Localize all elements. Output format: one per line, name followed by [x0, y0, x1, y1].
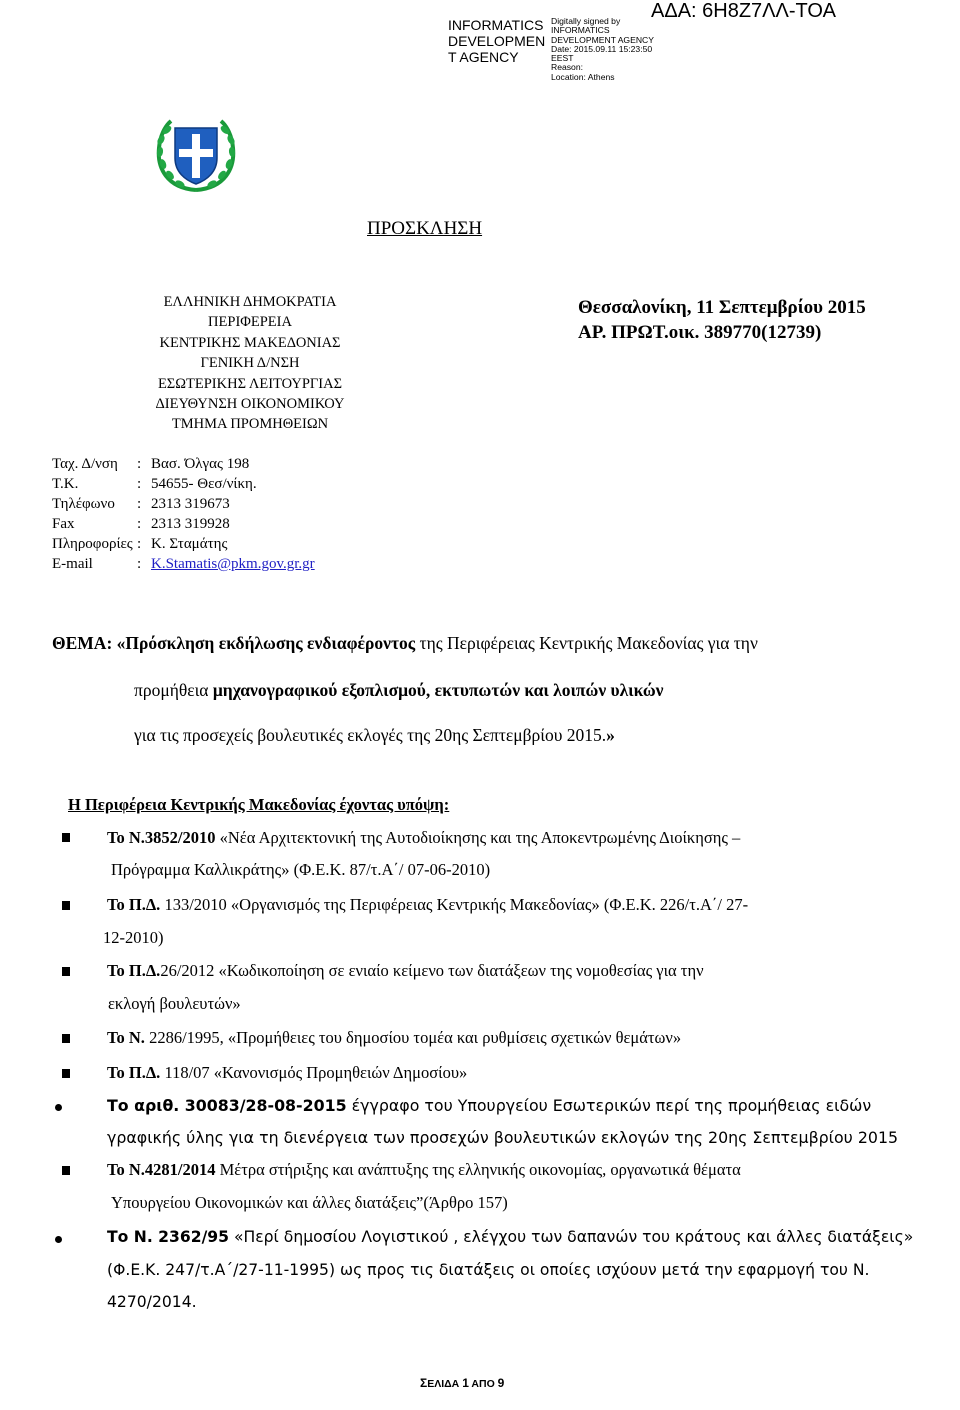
date-line: Θεσσαλονίκη, 11 Σεπτεμβρίου 2015	[578, 297, 866, 318]
item-bold: Το Π.Δ.	[107, 961, 161, 980]
date-protocol-block	[578, 295, 866, 345]
contact-separator: :	[137, 476, 142, 492]
item-text: «Περί δημοσίου Λογιστικού , ελέγχου των δαπανών του κράτους και άλλες διατάξεις»	[233, 1228, 914, 1246]
square-bullet-icon	[62, 1034, 70, 1043]
page-title: ΠΡΟΣΚΛΗΣΗ	[367, 218, 483, 239]
issuer-block	[130, 292, 370, 435]
square-bullet-icon	[62, 1166, 70, 1175]
footer-of-word: ΑΠΟ	[471, 1378, 495, 1390]
contact-row	[52, 454, 315, 474]
subject-line-2	[134, 680, 663, 701]
item-continuation: Υπουργείου Οικονομικών και άλλες διατάξεις”(Άρθρο 157)	[111, 1193, 508, 1212]
list-item	[107, 1028, 681, 1048]
item-bold: Το Ν.3852/2010	[107, 828, 216, 847]
footer-total-pages: 9	[497, 1376, 505, 1390]
subject-line3: για τις προσεχείς βουλευτικές εκλογές της 20ης Σεπτεμβρίου 2015.	[134, 725, 607, 745]
contact-separator: :	[137, 516, 142, 532]
contact-row	[52, 554, 315, 574]
item-bold: Το Π.Δ.	[107, 895, 161, 914]
item-text: 2286/1995, «Προμήθειες του δημοσίου τομέα και ρυθμίσεις σχετικών θεμάτων»	[149, 1028, 682, 1047]
issuer-line: ΕΣΩΤΕΡΙΚΗΣ ΛΕΙΤΟΥΡΓΙΑΣ	[157, 375, 343, 392]
list-item	[107, 1160, 741, 1180]
subject-line-1	[52, 633, 758, 654]
greek-emblem-icon	[155, 118, 237, 199]
item-bold: Το Π.Δ.	[107, 1063, 161, 1082]
contact-value: 2313 319928	[151, 516, 230, 532]
list-item	[107, 961, 704, 981]
subject-bold: Πρόσκληση εκδήλωσης ενδιαφέροντος	[125, 633, 416, 653]
contact-row	[52, 494, 315, 514]
contact-row	[52, 534, 315, 554]
signature-line: Reason:	[551, 62, 584, 73]
item-continuation: 4270/2014.	[107, 1293, 197, 1311]
round-bullet-icon	[55, 1104, 62, 1111]
contact-separator: :	[137, 536, 142, 552]
considerations-heading: Η Περιφέρεια Κεντρικής Μακεδονίας έχοντας υπόψη:	[68, 795, 450, 814]
item-text: «Νέα Αρχιτεκτονική της Αυτοδιοίκησης και της Αποκεντρωμένης Διοίκησης –	[219, 828, 741, 847]
item-continuation: 12-2010)	[103, 928, 164, 947]
square-bullet-icon	[62, 967, 70, 976]
item-continuation: εκλογή βουλευτών»	[108, 994, 241, 1013]
list-item	[107, 828, 740, 848]
subject-line2-pre: προμήθεια	[134, 680, 209, 700]
round-bullet-icon	[55, 1236, 62, 1243]
list-item	[107, 1228, 913, 1246]
contact-value: 2313 319673	[151, 496, 230, 512]
item-bold: Το Ν.4281/2014	[107, 1160, 216, 1179]
item-text: 133/2010 «Οργανισμός της Περιφέρειας Κεντρικής Μακεδονίας» (Φ.Ε.Κ. 226/τ.Α΄/ 27-	[164, 895, 749, 914]
contact-value: Βασ. Όλγας 198	[151, 456, 250, 472]
issuer-line: ΕΛΛΗΝΙΚΗ ΔΗΜΟΚΡΑΤΙΑ	[163, 294, 337, 310]
protocol-line: ΑΡ. ΠΡΩΤ.οικ. 389770(12739)	[578, 322, 822, 343]
contact-label: Τηλέφωνο	[52, 496, 115, 512]
contact-block	[52, 454, 315, 574]
list-item	[107, 1096, 871, 1115]
list-item	[107, 1063, 467, 1083]
subject-line2-bold: μηχανογραφικού εξοπλισμού, εκτυπωτών και λοιπών υλικών	[212, 680, 664, 700]
ada-code: ΑΔΑ: 6Η8Ζ7ΛΛ-ΤΟΑ	[651, 0, 836, 22]
item-continuation: γραφικής ύλης για τη διενέργεια των προσεχών βουλευτικών εκλογών της 20ης Σεπτεμβρίου 2015	[107, 1128, 899, 1147]
contact-label: Ταχ. Δ/νση	[52, 456, 118, 472]
email-link[interactable]: K.Stamatis@pkm.gov.gr.gr	[151, 556, 315, 572]
contact-label: Τ.Κ.	[52, 476, 79, 492]
signature-line: Digitally signed by	[551, 16, 621, 26]
contact-separator: :	[137, 556, 142, 572]
issuer-line: ΚΕΝΤΡΙΚΗΣ ΜΑΚΕΔΟΝΙΑΣ	[159, 334, 341, 351]
contact-label: E-mail	[52, 556, 93, 572]
item-continuation: (Φ.Ε.Κ. 247/τ.Α΄/27-11-1995) ως προς τις διατάξεις οι οποίες ισχύουν μετά την εφαρμογή του Ν.	[107, 1261, 870, 1279]
square-bullet-icon	[62, 901, 70, 910]
subject-open-quote: «	[116, 633, 126, 653]
signature-details	[551, 17, 654, 82]
issuer-line: ΓΕΝΙΚΗ Δ/ΝΣΗ	[200, 355, 300, 372]
square-bullet-icon	[62, 1069, 70, 1078]
contact-value: Κ. Σταμάτης	[151, 536, 228, 552]
signature-line: Location: Athens	[551, 71, 615, 82]
subject-line-3	[134, 725, 615, 746]
subject-label: ΘΕΜΑ:	[52, 633, 113, 653]
footer-page-word: ΕΛΙΔΑ	[427, 1378, 460, 1390]
contact-row	[52, 514, 315, 534]
signature-line: DEVELOPMENT AGENCY	[551, 34, 654, 45]
subject-rest: της Περιφέρειας Κεντρικής Μακεδονίας για την	[419, 633, 758, 653]
contact-separator: :	[137, 456, 142, 472]
signer-name: INFORMATICS DEVELOPMEN T AGENCY	[448, 17, 546, 65]
contact-label: Fax	[52, 516, 75, 532]
item-text: Μέτρα στήριξης και ανάπτυξης της ελληνικής οικονομίας, οργανωτικά θέματα	[219, 1160, 741, 1179]
item-continuation: Πρόγραμμα Καλλικράτης» (Φ.Ε.Κ. 87/τ.Α΄/ 07-06-2010)	[111, 860, 491, 879]
contact-row	[52, 474, 315, 494]
contact-value: 54655- Θεσ/νίκη.	[151, 476, 257, 492]
signature-line: Date: 2015.09.11 15:23:50	[551, 43, 653, 54]
footer-initial: Σ	[420, 1376, 428, 1390]
signature-line: INFORMATICS	[551, 25, 610, 36]
footer-page-number: 1	[462, 1376, 469, 1390]
contact-separator: :	[137, 496, 142, 512]
item-bold: Το Ν. 2362/95	[107, 1228, 229, 1246]
item-bold: Το Ν.	[107, 1028, 145, 1047]
item-text: 118/07 «Κανονισμός Προμηθειών Δημοσίου»	[164, 1063, 468, 1082]
page-footer	[420, 1376, 504, 1390]
issuer-line: ΠΕΡΙΦΕΡΕΙΑ	[208, 314, 292, 331]
contact-label: Πληροφορίες	[52, 536, 133, 552]
item-text: 26/2012 «Κωδικοποίηση σε ενιαίο κείμενο των διατάξεων της νομοθεσίας για την	[160, 961, 704, 980]
issuer-line: ΤΜΗΜΑ ΠΡΟΜΗΘΕΙΩΝ	[171, 416, 329, 433]
item-bold: Το αριθ. 30083/28-08-2015	[107, 1096, 347, 1115]
subject-close-quote: »	[606, 725, 615, 745]
signature-line: EEST	[551, 53, 574, 64]
list-item	[107, 895, 748, 915]
item-text: έγγραφο του Υπουργείου Εσωτερικών περί της προμήθειας ειδών	[351, 1096, 872, 1115]
issuer-line: ΔΙΕΥΘΥΝΣΗ ΟΙΚΟΝΟΜΙΚΟΥ	[155, 396, 345, 413]
square-bullet-icon	[62, 833, 70, 842]
